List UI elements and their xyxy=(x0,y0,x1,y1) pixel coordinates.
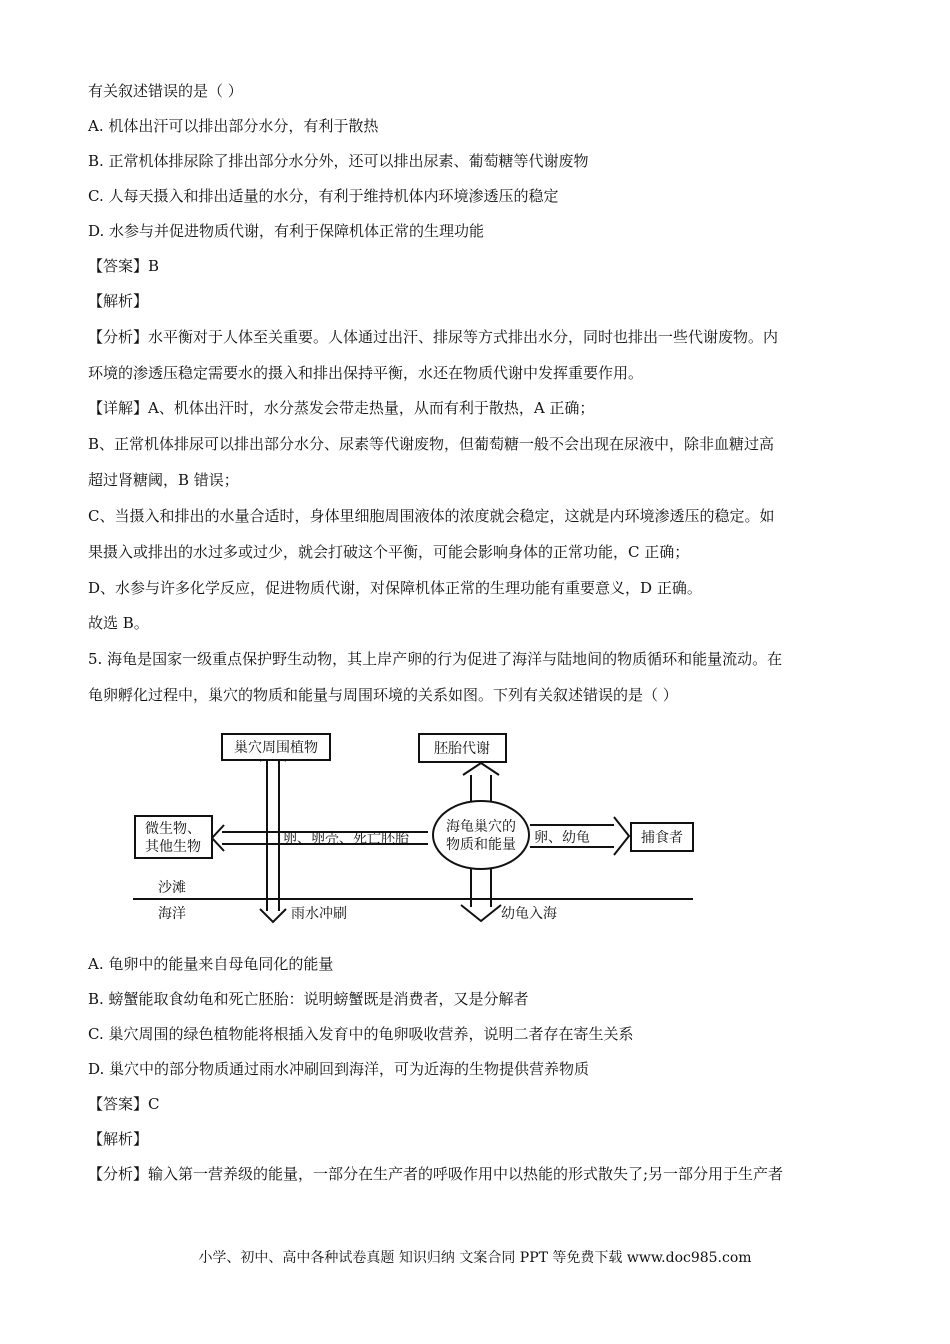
arrow-to-embryo xyxy=(463,763,499,803)
q4-analysis-line: 果摄入或排出的水过多或过少，就会打破这个平衡，可能会影响身体的正常功能，C 正确； xyxy=(88,543,690,561)
page-footer: 小学、初中、高中各种试卷真题 知识归纳 文案合同 PPT 等免费下载 www.doc985.com xyxy=(198,1250,752,1266)
hatch-label: 卵、幼龟 xyxy=(534,830,590,846)
plants-label: 巢穴周围植物 xyxy=(234,740,318,756)
eggs-label: 卵、卵壳、死亡胚胎 xyxy=(283,831,409,847)
q4-option-a: A. 机体出汗可以排出部分水分，有利于散热 xyxy=(88,117,379,135)
q5-option-c: C. 巢穴周围的绿色植物能将根插入发育中的龟卵吸收营养，说明二者存在寄生关系 xyxy=(88,1025,634,1043)
ocean-label: 海洋 xyxy=(158,906,186,922)
q5-option-b: B. 螃蟹能取食幼龟和死亡胚胎：说明螃蟹既是消费者，又是分解者 xyxy=(88,990,529,1008)
to-sea-label: 幼龟入海 xyxy=(501,906,557,922)
q4-stem-tail: 有关叙述错误的是（ ） xyxy=(88,82,243,100)
q4-option-b: B. 正常机体排尿除了排出部分水分外，还可以排出尿素、葡萄糖等代谢废物 xyxy=(88,152,589,170)
q4-analysis-line: C、当摄入和排出的水量合适时，身体里细胞周围液体的浓度就会稳定，这就是内环境渗透压的稳定。如 xyxy=(88,507,775,525)
q4-analysis-line: 环境的渗透压稳定需要水的摄入和排出保持平衡，水还在物质代谢中发挥重要作用。 xyxy=(88,364,644,382)
q4-answer: 【答案】B xyxy=(88,257,160,275)
q4-analysis-line: 故选 B。 xyxy=(88,614,149,632)
q5-stem-line: 龟卵孵化过程中，巢穴的物质和能量与周围环境的关系如图。下列有关叙述错误的是（ ） xyxy=(88,686,678,704)
q4-option-c: C. 人每天摄入和排出适量的水分，有利于维持机体内环境渗透压的稳定 xyxy=(88,187,559,205)
q5-analysis-line: 【分析】输入第一营养级的能量，一部分在生产者的呼吸作用中以热能的形式散失了;另一部分用于生产者 xyxy=(88,1165,784,1183)
predator-label: 捕食者 xyxy=(641,830,683,846)
microbes-label: 其他生物 xyxy=(145,839,201,855)
beach-label: 沙滩 xyxy=(158,880,186,896)
q4-analysis-label: 【解析】 xyxy=(88,292,149,310)
q5-option-d: D. 巢穴中的部分物质通过雨水冲刷回到海洋，可为近海的生物提供营养物质 xyxy=(88,1060,590,1078)
nest-node xyxy=(433,801,529,869)
center-label: 海龟巢穴的 xyxy=(446,819,516,835)
embryo-label: 胚胎代谢 xyxy=(434,741,490,757)
rain-label: 雨水冲刷 xyxy=(291,906,347,922)
q4-analysis-line: D、水参与许多化学反应，促进物质代谢，对保障机体正常的生理功能有重要意义，D 正确。 xyxy=(88,579,702,597)
q4-analysis-line: 超过肾糖阈，B 错误； xyxy=(88,471,239,489)
q5-answer: 【答案】C xyxy=(88,1095,160,1113)
q4-analysis-line: 【详解】A、机体出汗时，水分蒸发会带走热量，从而有利于散热，A 正确； xyxy=(88,399,595,417)
q4-option-d: D. 水参与并促进物质代谢，有利于保障机体正常的生理功能 xyxy=(88,222,485,240)
arrow-to-sea xyxy=(461,867,501,921)
q5-analysis-label: 【解析】 xyxy=(88,1130,149,1148)
center-label: 物质和能量 xyxy=(446,837,516,853)
q4-analysis-line: 【分析】水平衡对于人体至关重要。人体通过出汗、排尿等方式排出水分，同时也排出一些代谢废物。内 xyxy=(88,328,779,346)
q5-option-a: A. 龟卵中的能量来自母龟同化的能量 xyxy=(88,955,334,973)
nest-energy-diagram xyxy=(128,715,698,925)
q4-analysis-line: B、正常机体排尿可以排出部分水分、尿素等代谢废物，但葡萄糖一般不会出现在尿液中，除非血糖过高 xyxy=(88,435,775,453)
q5-stem-line: 5. 海龟是国家一级重点保护野生动物，其上岸产卵的行为促进了海洋与陆地间的物质循环和能量流动。在 xyxy=(88,650,783,668)
microbes-label: 微生物、 xyxy=(145,821,201,837)
